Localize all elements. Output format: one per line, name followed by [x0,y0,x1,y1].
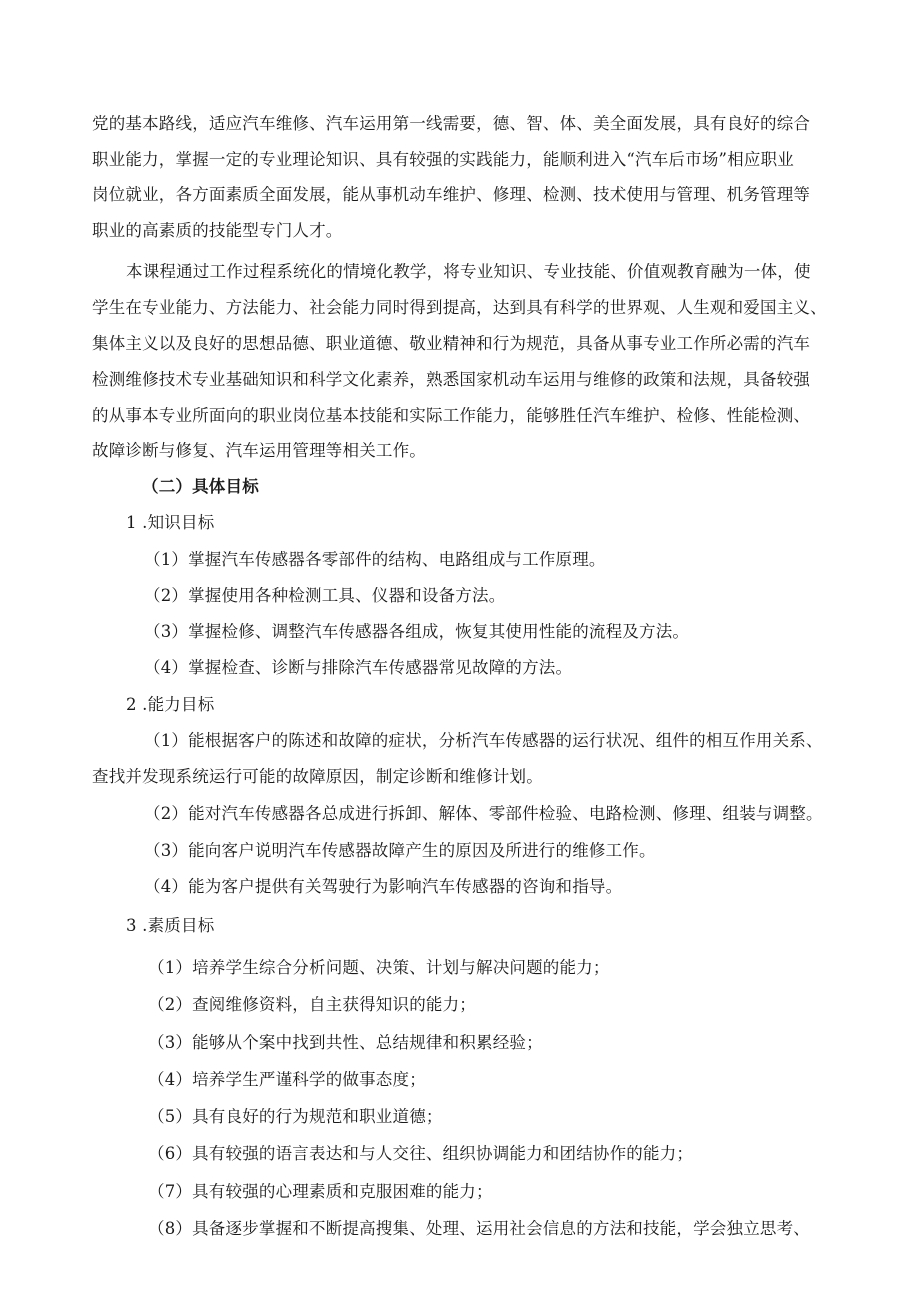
section-heading: （二）具体目标 [142,477,259,496]
quality-item-3: （3）能够从个案中找到共性、总结规律和积累经验； [148,1033,543,1052]
intro-line-2: 职业能力，掌握一定的专业理论知识、具有较强的实践能力，能顺利进入“汽车后市场”相应职业 [92,150,794,169]
quality-item-7: （7）具有较强的心理素质和克服困难的能力； [148,1182,493,1201]
knowledge-item-3: （3）掌握检修、调整汽车传感器各组成，恢复其使用性能的流程及方法。 [144,622,690,641]
course-line-4: 检测维修技术专业基础知识和科学文化素养，熟悉国家机动车运用与维修的政策和法规，具备较强 [92,370,811,389]
quality-heading: 3 .素质目标 [126,916,215,935]
knowledge-item-1: （1）掌握汽车传感器各零部件的结构、电路组成与工作原理。 [144,550,606,569]
course-line-2: 学生在专业能力、方法能力、社会能力同时得到提高，达到具有科学的世界观、人生观和爱国主义、 [92,298,827,317]
ability-item-2: （2）能对汽车传感器各总成进行拆卸、解体、零部件检验、电路检测、修理、组装与调整。 [144,804,823,823]
ability-heading: 2 .能力目标 [126,695,215,714]
quality-item-8: （8）具备逐步掌握和不断提高搜集、处理、运用社会信息的方法和技能，学会独立思考、 [148,1219,810,1238]
quality-item-5: （5）具有良好的行为规范和职业道德； [148,1107,443,1126]
quality-item-4: （4）培养学生严谨科学的做事态度； [148,1070,426,1089]
intro-line-4: 职业的高素质的技能型专门人才。 [92,221,343,240]
ability-item-3: （3）能向客户说明汽车传感器故障产生的原因及所进行的维修工作。 [144,841,656,860]
course-line-1: 本课程通过工作过程系统化的情境化教学，将专业知识、专业技能、价值观教育融为一体，使 [126,262,811,281]
course-line-3: 集体主义以及良好的思想品德、职业道德、敬业精神和行为规范，具备从事专业工作所必需的汽车 [92,334,811,353]
knowledge-heading: 1 .知识目标 [126,513,215,532]
intro-line-3: 岗位就业，各方面素质全面发展，能从事机动车维护、修理、检测、技术使用与管理、机务管理等 [92,185,811,204]
intro-line-1: 党的基本路线，适应汽车维修、汽车运用第一线需要，德、智、体、美全面发展，具有良好的综合 [92,114,811,133]
quality-item-6: （6）具有较强的语言表达和与人交往、组织协调能力和团结协作的能力； [148,1144,694,1163]
quality-item-1: （1）培养学生综合分析问题、决策、计划与解决问题的能力； [148,958,610,977]
course-line-5: 的从事本专业所面向的职业岗位基本技能和实际工作能力，能够胜任汽车维护、检修、性能检测、 [92,406,811,425]
knowledge-item-4: （4）掌握检查、诊断与排除汽车传感器常见故障的方法。 [144,658,573,677]
ability-item-1-line-1: （1）能根据客户的陈述和故障的症状，分析汽车传感器的运行状况、组件的相互作用关系、 [144,731,823,750]
course-line-6: 故障诊断与修复、汽车运用管理等相关工作。 [92,441,426,460]
quality-item-2: （2）查阅维修资料，自主获得知识的能力； [148,995,476,1014]
ability-item-4: （4）能为客户提供有关驾驶行为影响汽车传感器的咨询和指导。 [144,877,623,896]
ability-item-1-line-2: 查找并发现系统运行可能的故障原因，制定诊断和维修计划。 [92,767,543,786]
knowledge-item-2: （2）掌握使用各种检测工具、仪器和设备方法。 [144,586,506,605]
